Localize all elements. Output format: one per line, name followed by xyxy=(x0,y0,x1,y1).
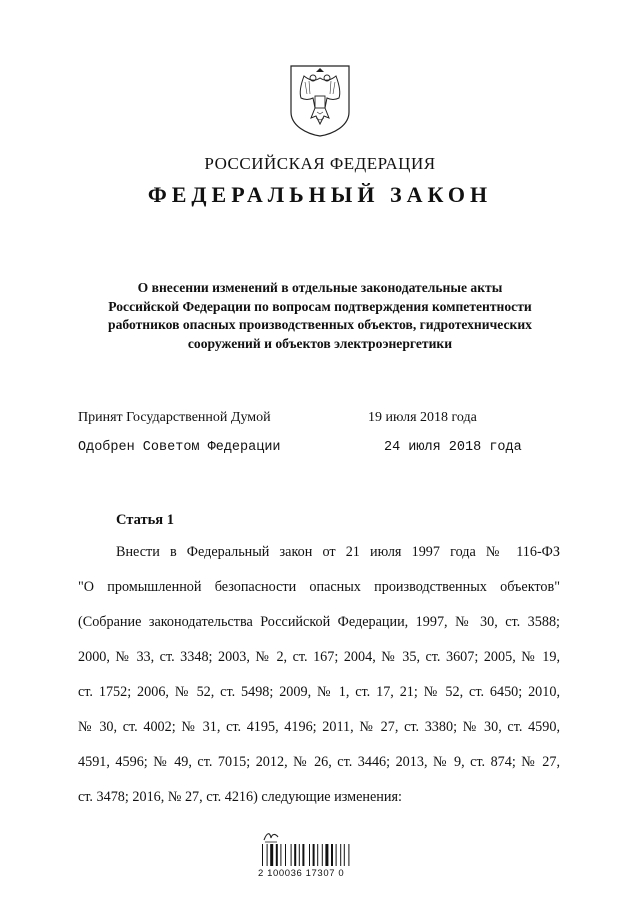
council-label: Одобрен Советом Федерации xyxy=(78,440,281,455)
coat-of-arms-icon xyxy=(287,64,353,138)
article-text-line: 4591, 4596; № 49, ст. 7015; 2012, № 26, ст. 3446; 2013, № 9, ст. 874; № 27, xyxy=(78,754,560,770)
state-name: РОССИЙСКАЯ ФЕДЕРАЦИЯ xyxy=(204,154,436,173)
barcode-number: 2 100036 17307 0 xyxy=(258,868,345,879)
council-date: 24 июля 2018 года xyxy=(384,440,522,455)
article-text-line: 2000, № 33, ст. 3348; 2003, № 2, ст. 167; 2004, № 35, ст. 3607; 2005, № 19, xyxy=(78,649,560,665)
duma-date: 19 июля 2018 года xyxy=(368,410,477,425)
title-line: работников опасных производственных объектов, гидротехнических xyxy=(108,317,532,332)
title-line: О внесении изменений в отдельные законодательные акты xyxy=(137,280,503,295)
article-text-line: ст. 1752; 2006, № 52, ст. 5498; 2009, № 1, ст. 17, 21; № 52, ст. 6450; 2010, xyxy=(78,684,560,700)
article-heading: Статья 1 xyxy=(116,512,174,528)
article-text-line: Внести в Федеральный закон от 21 июля 1997 года № 116-ФЗ xyxy=(116,544,560,560)
article-text-line: № 30, ст. 4002; № 31, ст. 4195, 4196; 2011, № 27, ст. 3380; № 30, ст. 4590, xyxy=(78,719,560,735)
signature-mark-icon xyxy=(262,828,280,844)
title-line: сооружений и объектов электроэнергетики xyxy=(187,335,453,351)
article-text-line: ст. 3478; 2016, № 27, ст. 4216) следующие изменения: xyxy=(78,789,402,805)
barcode-icon xyxy=(262,844,350,866)
document-type: ФЕДЕРАЛЬНЫЙ ЗАКОН xyxy=(147,182,493,207)
law-title xyxy=(60,279,580,353)
title-line: Российской Федерации по вопросам подтверждения компетентности xyxy=(108,298,532,314)
article-text-line: (Собрание законодательства Российской Федерации, 1997, № 30, ст. 3588; xyxy=(78,614,560,630)
article-text-line: "О промышленной безопасности опасных производственных объектов" xyxy=(78,579,560,595)
duma-label: Принят Государственной Думой xyxy=(78,410,271,425)
